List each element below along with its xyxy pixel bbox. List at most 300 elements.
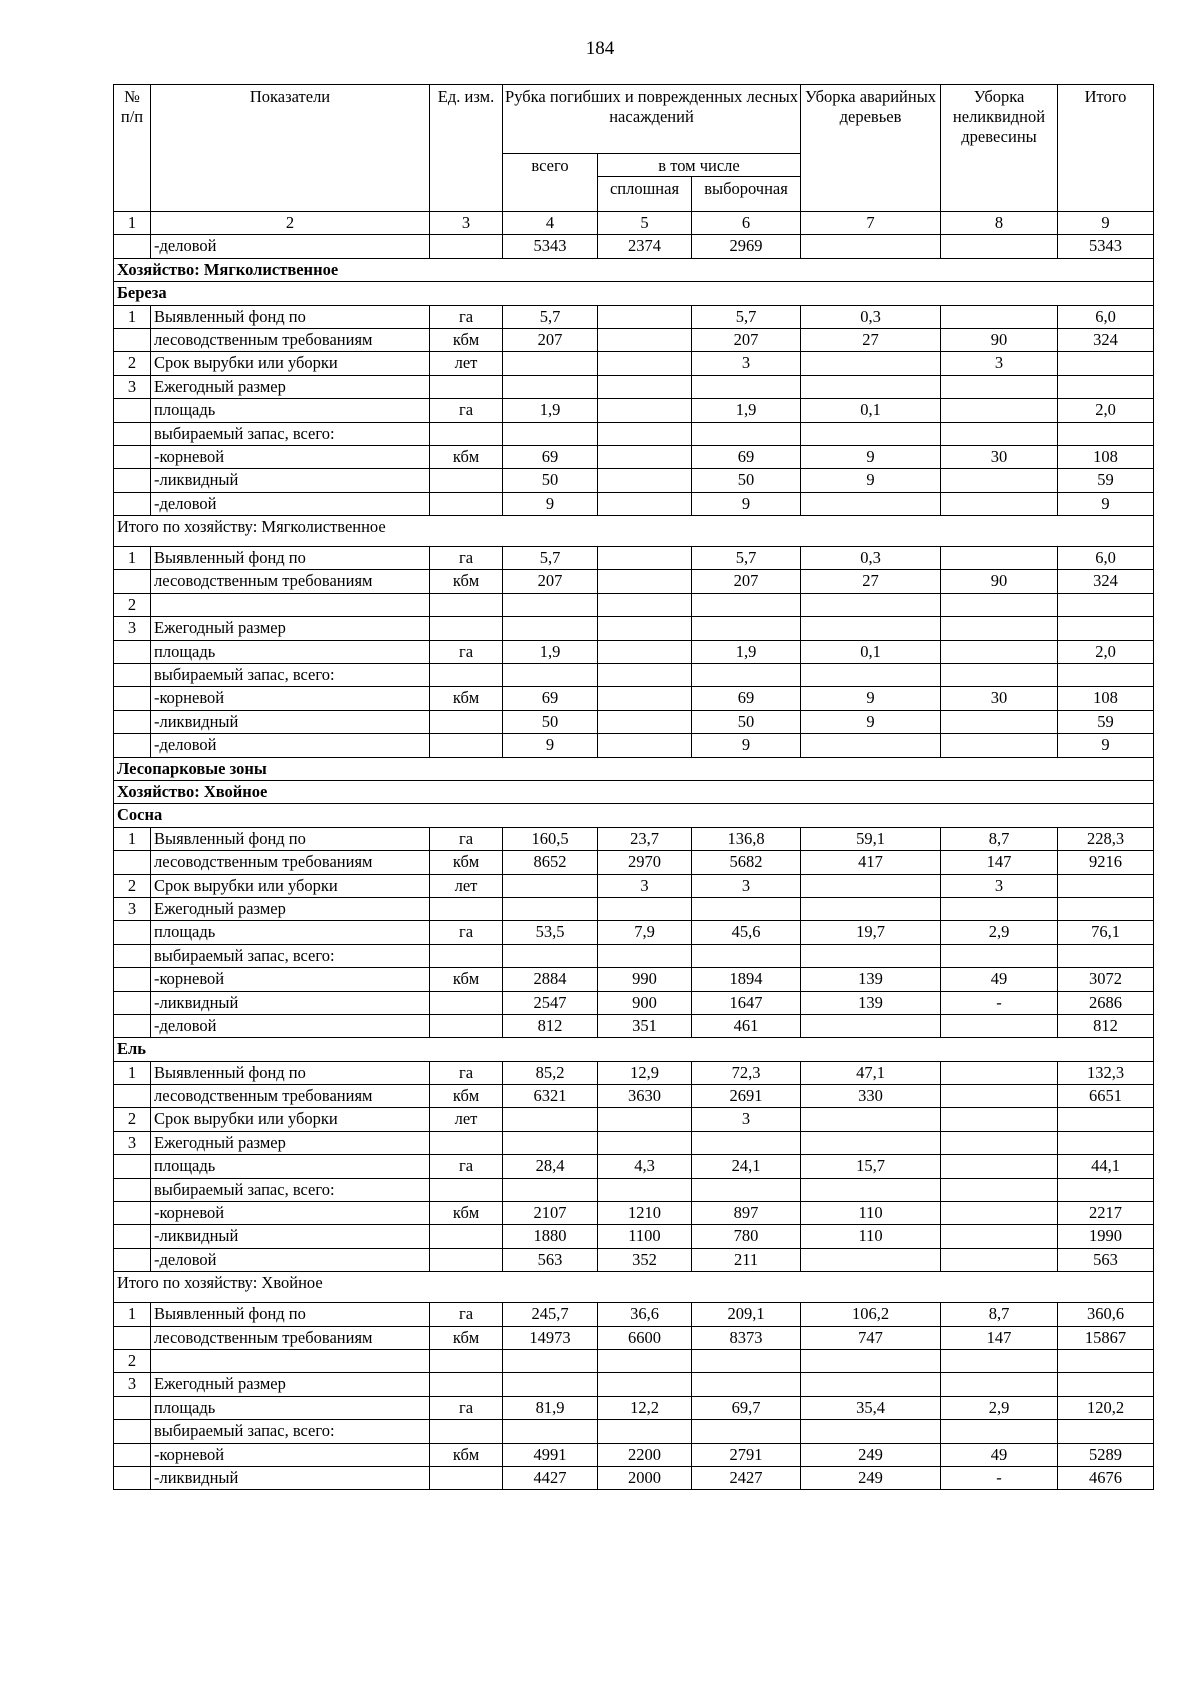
felling-clear [598,399,692,422]
row-total: 15867 [1058,1326,1154,1349]
table-row [114,492,1154,515]
table-row [114,827,1154,850]
table-row [114,1202,1154,1225]
illiquid-removal: 147 [941,1326,1058,1349]
felling-selective [692,664,801,687]
felling-clear [598,375,692,398]
felling-total: 85,2 [503,1061,598,1084]
felling-total: 4991 [503,1443,598,1466]
table-row [114,851,1154,874]
emergency-removal: 0,3 [801,305,941,328]
illiquid-removal [941,1225,1058,1248]
felling-selective: 69,7 [692,1396,801,1419]
unit [430,1248,503,1271]
indicator: площадь [151,640,430,663]
row-total: 120,2 [1058,1396,1154,1419]
table-row [114,1443,1154,1466]
felling-clear: 352 [598,1248,692,1271]
header-total-all: всего [503,154,598,212]
unit [430,422,503,445]
indicator: Срок вырубки или уборки [151,1108,430,1131]
header-indicators: Показатели [151,85,430,212]
felling-selective: 1,9 [692,640,801,663]
illiquid-removal: - [941,1466,1058,1489]
felling-clear: 23,7 [598,827,692,850]
row-number [114,991,151,1014]
illiquid-removal: 3 [941,874,1058,897]
illiquid-removal [941,1202,1058,1225]
unit: га [430,547,503,570]
row-total: 108 [1058,445,1154,468]
table-row [114,1178,1154,1201]
row-number [114,570,151,593]
emergency-removal [801,1248,941,1271]
felling-total [503,1349,598,1372]
indicator: -корневой [151,687,430,710]
row-total: 6651 [1058,1085,1154,1108]
illiquid-removal [941,640,1058,663]
row-total: 9 [1058,492,1154,515]
emergency-removal [801,617,941,640]
felling-selective [692,1373,801,1396]
emergency-removal [801,352,941,375]
indicator: лесоводственным требованиям [151,570,430,593]
row-number [114,469,151,492]
indicator: выбираемый запас, всего: [151,664,430,687]
felling-selective: 2691 [692,1085,801,1108]
row-number [114,235,151,258]
felling-selective: 136,8 [692,827,801,850]
indicator: площадь [151,399,430,422]
row-number: 1 [114,547,151,570]
illiquid-removal [941,305,1058,328]
row-number [114,1085,151,1108]
felling-clear [598,570,692,593]
emergency-removal [801,734,941,757]
row-number: 2 [114,593,151,616]
table-row [114,1248,1154,1271]
illiquid-removal: 8,7 [941,1303,1058,1326]
felling-clear: 12,2 [598,1396,692,1419]
header-num: № п/п [114,85,151,212]
felling-clear [598,328,692,351]
emergency-removal [801,1349,941,1372]
row-number [114,1014,151,1037]
column-number: 8 [941,212,1058,235]
emergency-removal [801,593,941,616]
illiquid-removal [941,1085,1058,1108]
emergency-removal: 9 [801,469,941,492]
illiquid-removal [941,422,1058,445]
indicator: Срок вырубки или уборки [151,352,430,375]
row-number: 1 [114,305,151,328]
felling-selective [692,944,801,967]
felling-selective [692,1131,801,1154]
felling-selective [692,593,801,616]
felling-total [503,352,598,375]
section-heading: Хозяйство: Хвойное [114,780,1154,803]
column-number: 2 [151,212,430,235]
felling-clear: 1100 [598,1225,692,1248]
emergency-removal: 27 [801,328,941,351]
unit [430,1466,503,1489]
table-row [114,1061,1154,1084]
table-row [114,897,1154,920]
illiquid-removal [941,710,1058,733]
felling-selective [692,1349,801,1372]
row-total: 228,3 [1058,827,1154,850]
felling-selective: 50 [692,469,801,492]
felling-clear [598,469,692,492]
section-heading-row [114,258,1154,281]
indicator: лесоводственным требованиям [151,1085,430,1108]
indicator: выбираемый запас, всего: [151,1420,430,1443]
header-unit: Ед. изм. [430,85,503,212]
unit [430,492,503,515]
table-row [114,1420,1154,1443]
unit: кбм [430,328,503,351]
felling-total: 14973 [503,1326,598,1349]
felling-selective: 3 [692,1108,801,1131]
felling-selective: 207 [692,570,801,593]
column-number: 5 [598,212,692,235]
row-number [114,944,151,967]
felling-total: 53,5 [503,921,598,944]
felling-clear: 351 [598,1014,692,1037]
header-including: в том числе [598,154,801,177]
page-number: 184 [585,38,615,59]
felling-total [503,897,598,920]
felling-selective: 207 [692,328,801,351]
indicator: выбираемый запас, всего: [151,1178,430,1201]
felling-clear [598,547,692,570]
felling-clear: 2374 [598,235,692,258]
unit: га [430,1396,503,1419]
emergency-removal: 59,1 [801,827,941,850]
unit: кбм [430,1326,503,1349]
table-row [114,422,1154,445]
felling-clear [598,1420,692,1443]
unit [430,1420,503,1443]
indicator: площадь [151,1155,430,1178]
emergency-removal [801,664,941,687]
row-total [1058,1420,1154,1443]
felling-total: 69 [503,687,598,710]
subtotal-heading: Итого по хозяйству: Мягколиственное [114,516,1154,547]
row-number [114,968,151,991]
felling-total: 5,7 [503,305,598,328]
illiquid-removal [941,399,1058,422]
indicator: Ежегодный размер [151,617,430,640]
felling-clear [598,352,692,375]
felling-clear [598,1178,692,1201]
table-row [114,235,1154,258]
header-felling: Рубка погибших и поврежденных лесных насаждений [503,85,801,154]
section-heading-row [114,757,1154,780]
section-heading-row [114,1038,1154,1061]
felling-selective [692,617,801,640]
felling-total: 9 [503,734,598,757]
section-heading: Хозяйство: Мягколиственное [114,258,1154,281]
illiquid-removal [941,1108,1058,1131]
indicator: Выявленный фонд по [151,547,430,570]
illiquid-removal [941,1131,1058,1154]
header-total: Итого [1058,85,1154,212]
subtotal-heading-row [114,516,1154,547]
row-number: 3 [114,897,151,920]
table-row [114,664,1154,687]
emergency-removal: 747 [801,1326,941,1349]
illiquid-removal: 2,9 [941,921,1058,944]
illiquid-removal: 30 [941,687,1058,710]
illiquid-removal [941,897,1058,920]
indicator: Ежегодный размер [151,375,430,398]
column-number: 4 [503,212,598,235]
unit: га [430,921,503,944]
indicator: -деловой [151,1014,430,1037]
row-total [1058,1178,1154,1201]
felling-clear: 4,3 [598,1155,692,1178]
unit [430,1349,503,1372]
header-emergency: Уборка аварийных деревьев [801,85,941,212]
felling-total: 245,7 [503,1303,598,1326]
felling-clear: 900 [598,991,692,1014]
felling-total [503,1108,598,1131]
row-number [114,687,151,710]
section-heading: Береза [114,282,1154,305]
unit [430,897,503,920]
unit: га [430,399,503,422]
indicator: Ежегодный размер [151,1131,430,1154]
row-total: 6,0 [1058,305,1154,328]
felling-selective: 69 [692,687,801,710]
illiquid-removal: 90 [941,570,1058,593]
table-row [114,399,1154,422]
felling-clear [598,640,692,663]
row-total: 360,6 [1058,1303,1154,1326]
header-selective: выборочная [692,177,801,212]
felling-clear [598,897,692,920]
felling-clear [598,734,692,757]
felling-total [503,593,598,616]
felling-total [503,375,598,398]
felling-total: 5343 [503,235,598,258]
unit [430,375,503,398]
row-number [114,492,151,515]
felling-selective: 1647 [692,991,801,1014]
table-row [114,710,1154,733]
emergency-removal [801,1420,941,1443]
emergency-removal [801,944,941,967]
unit: кбм [430,851,503,874]
felling-selective: 211 [692,1248,801,1271]
table-row [114,734,1154,757]
unit: кбм [430,1443,503,1466]
unit [430,1373,503,1396]
indicator: Выявленный фонд по [151,305,430,328]
felling-selective: 461 [692,1014,801,1037]
unit [430,944,503,967]
illiquid-removal: 8,7 [941,827,1058,850]
emergency-removal: 9 [801,445,941,468]
felling-total [503,617,598,640]
felling-selective: 2969 [692,235,801,258]
section-heading: Ель [114,1038,1154,1061]
felling-clear [598,492,692,515]
table-row [114,640,1154,663]
felling-clear [598,664,692,687]
row-number: 2 [114,874,151,897]
felling-selective: 897 [692,1202,801,1225]
illiquid-removal [941,1373,1058,1396]
row-total: 5343 [1058,235,1154,258]
table-row [114,687,1154,710]
unit: лет [430,352,503,375]
emergency-removal [801,375,941,398]
indicator: -ликвидный [151,991,430,1014]
indicator: Ежегодный размер [151,1373,430,1396]
header-clear: сплошная [598,177,692,212]
unit: га [430,305,503,328]
felling-total [503,1178,598,1201]
row-total: 3072 [1058,968,1154,991]
felling-clear [598,1349,692,1372]
row-number [114,664,151,687]
section-heading-row [114,804,1154,827]
row-number [114,1155,151,1178]
table-row [114,874,1154,897]
row-total [1058,422,1154,445]
emergency-removal: 47,1 [801,1061,941,1084]
indicator: -корневой [151,1443,430,1466]
illiquid-removal: - [941,991,1058,1014]
felling-selective: 72,3 [692,1061,801,1084]
subtotal-heading: Итого по хозяйству: Хвойное [114,1272,1154,1303]
illiquid-removal [941,547,1058,570]
illiquid-removal [941,1420,1058,1443]
row-number [114,1396,151,1419]
felling-total: 28,4 [503,1155,598,1178]
row-total: 6,0 [1058,547,1154,570]
felling-clear [598,422,692,445]
felling-total: 1,9 [503,399,598,422]
row-total [1058,874,1154,897]
indicator: лесоводственным требованиям [151,1326,430,1349]
indicator [151,1349,430,1372]
row-number [114,1466,151,1489]
table-row [114,1131,1154,1154]
unit: кбм [430,570,503,593]
emergency-removal [801,1108,941,1131]
felling-clear [598,687,692,710]
emergency-removal [801,492,941,515]
felling-clear [598,710,692,733]
emergency-removal [801,1014,941,1037]
row-total: 563 [1058,1248,1154,1271]
table-row [114,1014,1154,1037]
indicator [151,593,430,616]
section-heading: Лесопарковые зоны [114,757,1154,780]
row-number: 1 [114,1061,151,1084]
table-row [114,1085,1154,1108]
indicator: -ликвидный [151,1225,430,1248]
emergency-removal: 110 [801,1202,941,1225]
felling-selective: 3 [692,352,801,375]
row-number [114,1248,151,1271]
illiquid-removal: 30 [941,445,1058,468]
row-total: 108 [1058,687,1154,710]
row-total [1058,1131,1154,1154]
row-total: 5289 [1058,1443,1154,1466]
emergency-removal [801,422,941,445]
unit [430,991,503,1014]
unit: га [430,1155,503,1178]
felling-clear [598,593,692,616]
indicator: площадь [151,921,430,944]
felling-selective: 9 [692,492,801,515]
illiquid-removal [941,593,1058,616]
emergency-removal: 9 [801,687,941,710]
column-number: 9 [1058,212,1154,235]
illiquid-removal [941,1349,1058,1372]
row-number: 1 [114,827,151,850]
felling-total: 563 [503,1248,598,1271]
table-row [114,617,1154,640]
row-total: 2,0 [1058,640,1154,663]
indicator: -ликвидный [151,469,430,492]
felling-selective: 3 [692,874,801,897]
felling-selective: 2427 [692,1466,801,1489]
felling-selective: 5682 [692,851,801,874]
row-number: 2 [114,352,151,375]
felling-selective: 24,1 [692,1155,801,1178]
unit [430,1225,503,1248]
felling-clear: 2000 [598,1466,692,1489]
felling-clear: 6600 [598,1326,692,1349]
felling-selective [692,1178,801,1201]
felling-clear [598,445,692,468]
column-number: 7 [801,212,941,235]
table-row [114,1349,1154,1372]
table-row [114,944,1154,967]
felling-total: 2884 [503,968,598,991]
row-number [114,445,151,468]
indicator: выбираемый запас, всего: [151,944,430,967]
illiquid-removal: 49 [941,1443,1058,1466]
table-row [114,1373,1154,1396]
emergency-removal: 9 [801,710,941,733]
row-number [114,399,151,422]
emergency-removal [801,1178,941,1201]
unit [430,617,503,640]
row-total [1058,593,1154,616]
felling-total: 9 [503,492,598,515]
row-total: 4676 [1058,1466,1154,1489]
indicator: площадь [151,1396,430,1419]
row-total [1058,1373,1154,1396]
table-row [114,352,1154,375]
illiquid-removal [941,492,1058,515]
felling-total [503,664,598,687]
felling-clear: 36,6 [598,1303,692,1326]
emergency-removal [801,235,941,258]
felling-clear [598,617,692,640]
unit [430,593,503,616]
row-total: 2217 [1058,1202,1154,1225]
felling-clear [598,305,692,328]
column-number: 1 [114,212,151,235]
emergency-removal: 417 [801,851,941,874]
